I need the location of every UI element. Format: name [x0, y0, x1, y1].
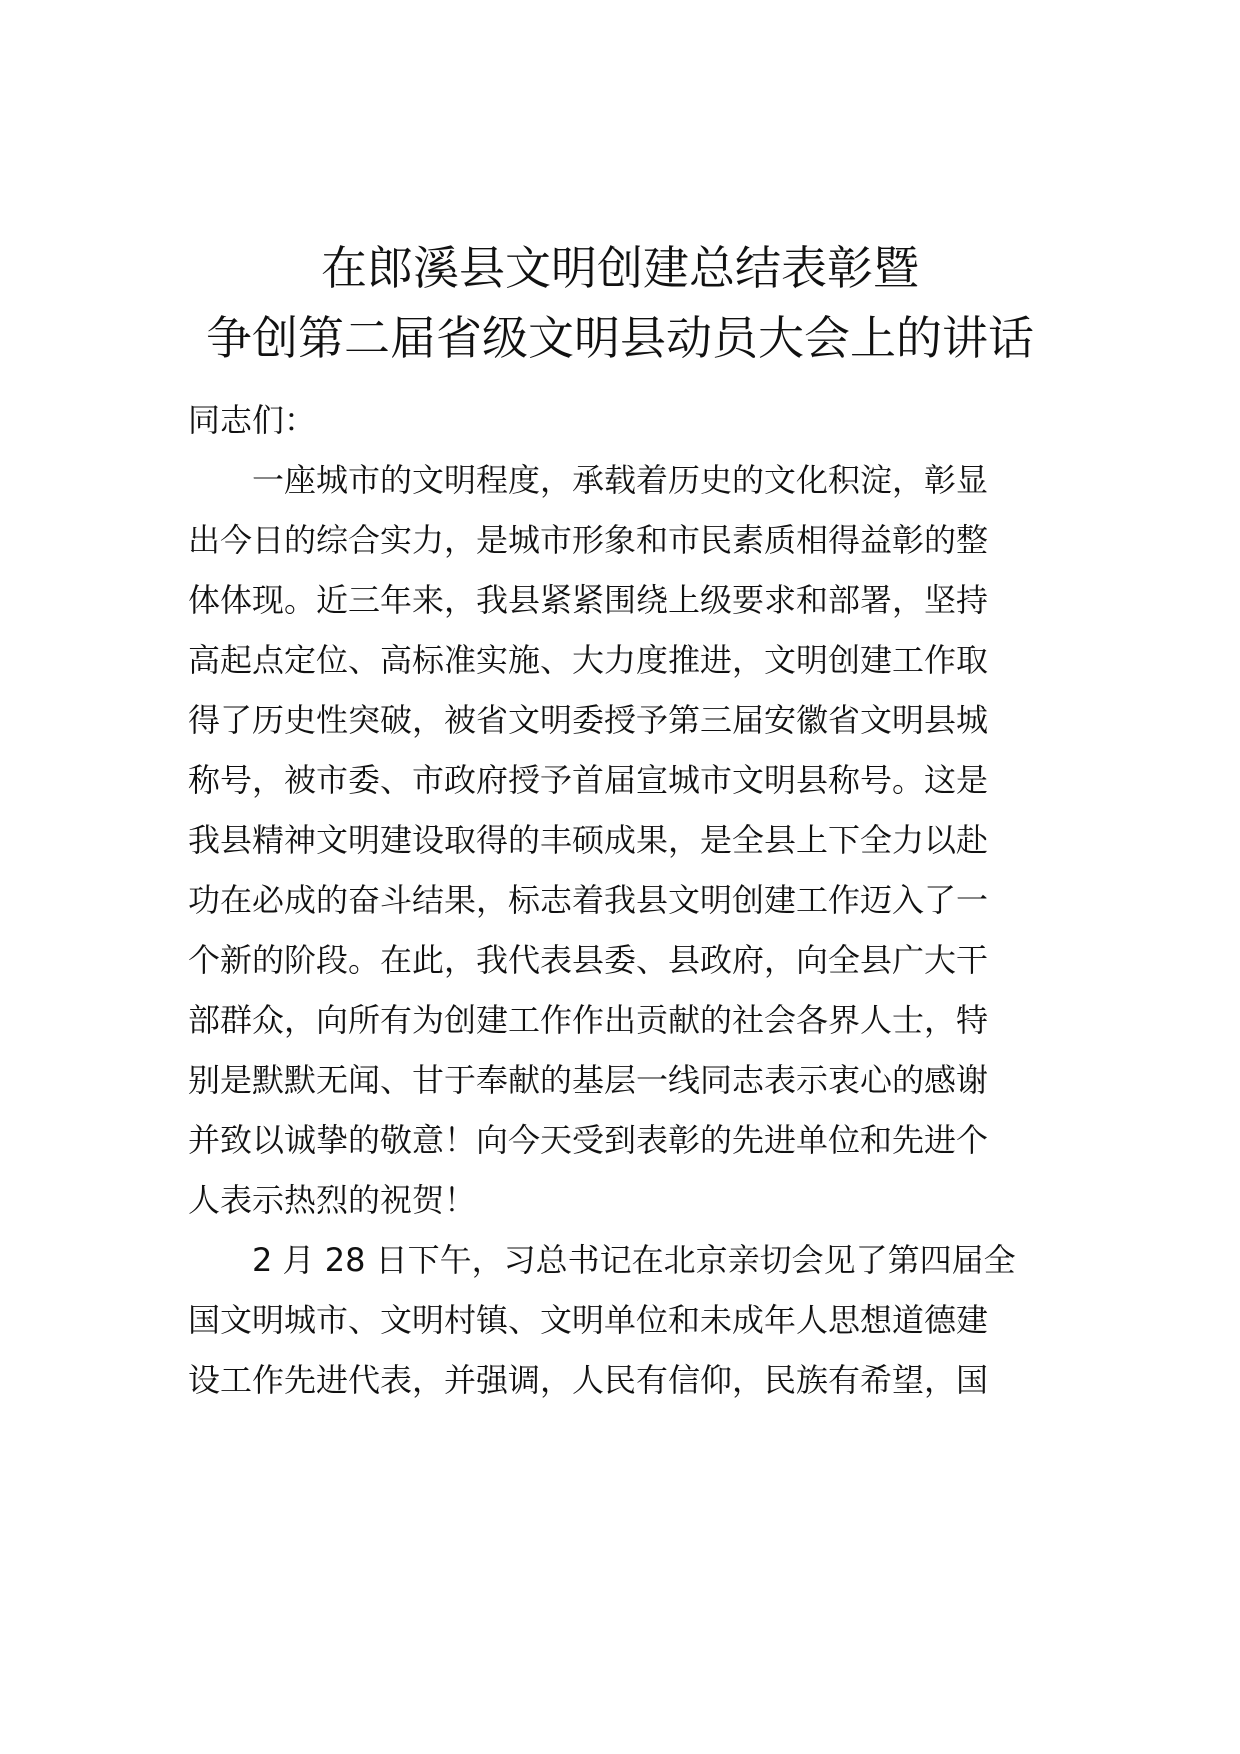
body-line-9: 个新的阶段。在此，我代表县委、县政府，向全县广大干 [188, 941, 989, 979]
body-line-1: 一座城市的文明程度，承载着历史的文化积淀，彰显 [188, 461, 989, 499]
body-line-12: 并致以诚挚的敬意！向今天受到表彰的先进单位和先进个 [188, 1121, 989, 1159]
document-title-line-1: 在郎溪县文明创建总结表彰暨 [321, 241, 919, 295]
body-line-13: 人表示热烈的祝贺！ [188, 1181, 477, 1219]
body-line-6: 称号，被市委、市政府授予首届宣城市文明县称号。这是 [188, 761, 989, 799]
body-line-5: 得了历史性突破，被省文明委授予第三届安徽省文明县城 [188, 701, 989, 739]
body-line-10: 部群众，向所有为创建工作作出贡献的社会各界人士，特 [188, 1001, 989, 1039]
body-line-4: 高起点定位、高标准实施、大力度推进，文明创建工作取 [188, 641, 989, 679]
body-line-15: 国文明城市、文明村镇、文明单位和未成年人思想道德建 [188, 1301, 989, 1339]
body-line-16: 设工作先进代表，并强调，人民有信仰，民族有希望，国 [188, 1361, 989, 1399]
body-line-11: 别是默默无闻、甘于奉献的基层一线同志表示衷心的感谢 [188, 1061, 989, 1099]
document-title-line-2: 争创第二届省级文明县动员大会上的讲话 [206, 311, 1034, 365]
body-line-7: 我县精神文明建设取得的丰硕成果，是全县上下全力以赴 [188, 821, 989, 859]
body-line-2: 出今日的综合实力，是城市形象和市民素质相得益彰的整 [188, 521, 989, 559]
body-line-8: 功在必成的奋斗结果，标志着我县文明创建工作迈入了一 [188, 881, 989, 919]
body-line-3: 体体现。近三年来，我县紧紧围绕上级要求和部署，坚持 [188, 581, 989, 619]
body-line-14: 2 月 28 日下午，习总书记在北京亲切会见了第四届全 [188, 1241, 1016, 1279]
salutation: 同志们： [188, 401, 317, 439]
